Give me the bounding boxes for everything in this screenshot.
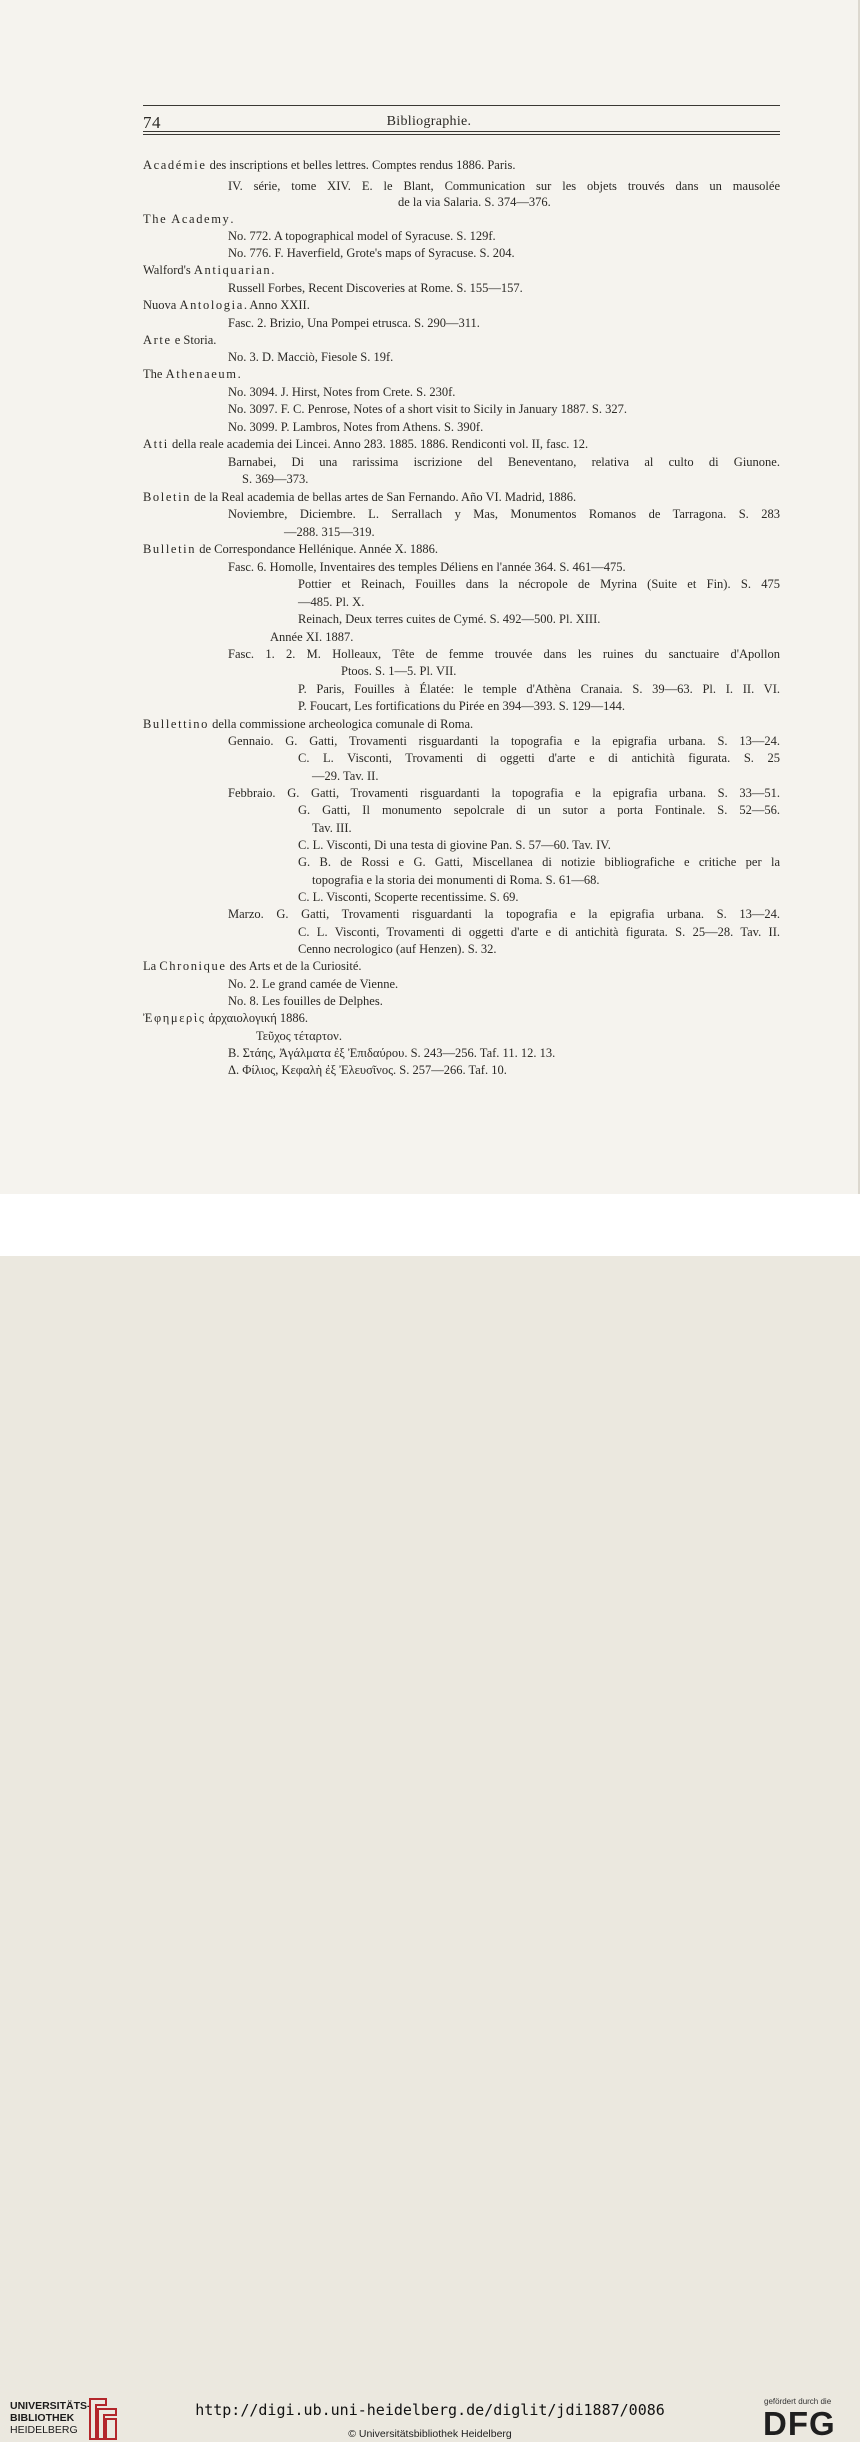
journal-details: . (230, 212, 234, 226)
bibliography-line (143, 262, 274, 278)
journal-details: des Arts et de la Curiosité. (226, 959, 362, 973)
journal-prefix: The (143, 367, 166, 381)
journal-title: Antiquarian (193, 263, 272, 277)
line-text: —29. Tav. II. (312, 769, 379, 783)
bibliography-line (143, 489, 576, 505)
line-text: G. Gatti, Il monumento sepolcrale di un sutor a porta Fontinale. S. 52—56. (298, 803, 780, 817)
dfg-logo[interactable]: DFG (763, 2405, 836, 2442)
journal-details: . (271, 263, 275, 277)
journal-title: The Academy (143, 212, 231, 226)
line-text: —288. 315—319. (284, 525, 375, 539)
journal-title: Atti (143, 437, 169, 451)
bibliography-line (298, 594, 364, 610)
bibliography-line (298, 924, 780, 940)
line-text: C. L. Visconti, Trovamenti di oggetti d'arte e di antichità figurata. S. 25 (298, 751, 780, 765)
bibliography-line (143, 211, 234, 227)
bibliography-line (143, 332, 216, 348)
bibliography-line (298, 837, 611, 853)
line-text: de la via Salaria. S. 374—376. (398, 195, 551, 209)
line-text: No. 772. A topographical model of Syracuse. S. 129f. (228, 229, 496, 243)
header-rule-bottom-double (143, 134, 780, 135)
bibliography-line (143, 366, 241, 382)
bibliography-line (228, 315, 480, 331)
journal-prefix: Walford's (143, 263, 194, 277)
bibliography-line (228, 228, 496, 244)
bibliography-line (228, 993, 383, 1009)
library-name-line2: BIBLIOTHEK (10, 2412, 75, 2424)
digitization-footer (0, 1194, 860, 2442)
bibliography-line (228, 506, 780, 522)
line-text: Année XI. 1887. (270, 630, 354, 644)
bibliography-line (228, 1045, 555, 1061)
journal-title: Bullettino (143, 717, 209, 731)
journal-details: des inscriptions et belles lettres. Comptes rendus 1886. Paris. (206, 158, 516, 172)
bibliography-line (228, 733, 780, 749)
journal-title: Arte (143, 333, 172, 347)
line-text: topografia e la storia dei monumenti di Roma. S. 61—68. (312, 873, 600, 887)
line-text: Τεῦχος τέταρτον. (256, 1029, 342, 1043)
bibliography-line (228, 976, 398, 992)
journal-title: Athenaeum (165, 367, 238, 381)
line-text: Fasc. 2. Brizio, Una Pompei etrusca. S. 290—311. (228, 316, 480, 330)
bibliography-line (228, 906, 780, 922)
bibliography-line (143, 541, 438, 557)
bibliography-line (228, 559, 626, 575)
bibliography-line (284, 524, 375, 540)
line-text: Barnabei, Di una rarissima iscrizione del Beneventano, relativa al culto di Giunone. (228, 455, 780, 469)
bibliography-line (228, 349, 393, 365)
journal-details: . Anno XXII. (243, 298, 310, 312)
bibliography-line (228, 419, 483, 435)
running-head: Bibliographie. (386, 114, 472, 129)
line-text: Noviembre, Diciembre. L. Serrallach y Mas, Monumentos Romanos de Tarragona. S. 283 (228, 507, 780, 521)
journal-title: Boletin (143, 490, 192, 504)
journal-details: della reale academia dei Lincei. Anno 283. 1885. 1886. Rendiconti vol. II, fasc. 12. (168, 437, 589, 451)
line-text: Cenno necrologico (auf Henzen). S. 32. (298, 942, 497, 956)
line-text: Δ. Φίλιος, Κεφαλὴ ἐξ Ἐλευσῖνος. S. 257—266. Taf. 10. (228, 1063, 507, 1077)
journal-prefix: La (143, 959, 160, 973)
bibliography-line (398, 194, 551, 210)
funding-note: gefördert durch die (764, 2397, 832, 2406)
journal-title: Chronique (159, 959, 227, 973)
bibliography-line (228, 401, 627, 417)
line-text: No. 3097. F. C. Penrose, Notes of a short visit to Sicily in January 1887. S. 327. (228, 402, 627, 416)
bibliography-line (228, 454, 780, 470)
journal-title: Antologia (179, 298, 244, 312)
line-text: C. L. Visconti, Di una testa di giovine Pan. S. 57—60. Tav. IV. (298, 838, 611, 852)
bibliography-line (298, 698, 625, 714)
line-text: P. Paris, Fouilles à Élatée: le temple d'Athèna Cranaia. S. 39—63. Pl. I. II. VI. (298, 682, 780, 696)
document-page (0, 0, 860, 1194)
line-text: C. L. Visconti, Trovamenti di oggetti d'arte e di antichità figurata. S. 25—28. Tav. II. (298, 925, 780, 939)
line-text: Marzo. G. Gatti, Trovamenti risguardanti la topografia e la epigrafia urbana. S. 13—24. (228, 907, 780, 921)
bibliography-line (143, 297, 310, 313)
bibliography-line (143, 436, 588, 452)
line-text: G. B. de Rossi e G. Gatti, Miscellanea di notizie bibliografiche e critiche per la (298, 855, 780, 869)
bibliography-line (256, 1028, 342, 1044)
bibliography-line (298, 750, 780, 766)
document-url[interactable]: http://digi.ub.uni-heidelberg.de/diglit/jdi1887/0086 (195, 2401, 665, 2419)
line-text: C. L. Visconti, Scoperte recentissime. S. 69. (298, 890, 519, 904)
line-text: Gennaio. G. Gatti, Trovamenti risguardanti la topografia e la epigrafia urbana. S. 13—24. (228, 734, 780, 748)
bibliography-line (143, 1010, 308, 1026)
line-text: Fasc. 1. 2. M. Holleaux, Tête de femme trouvée dans les ruines du sanctuaire d'Apollon (228, 647, 780, 661)
line-text: Ptoos. S. 1—5. Pl. VII. (341, 664, 457, 678)
bibliography-line (298, 854, 780, 870)
bibliography-line (312, 768, 378, 784)
line-text: Reinach, Deux terres cuites de Cymé. S. 492—500. Pl. XIII. (298, 612, 601, 626)
bibliography-line (312, 872, 599, 888)
bibliography-line (298, 941, 497, 957)
journal-details: e Storia. (171, 333, 217, 347)
line-text: Β. Στάης, Ἀγάλματα ἐξ Ἐπιδαύρου. S. 243—256. Taf. 11. 12. 13. (228, 1046, 556, 1060)
journal-details: ἀρχαιολογική 1886. (205, 1011, 309, 1025)
bibliography-line (228, 178, 780, 194)
line-text: Pottier et Reinach, Fouilles dans la nécropole de Myrina (Suite et Fin). S. 475 (298, 577, 780, 591)
library-name-line1: UNIVERSITÄTS- (10, 2400, 91, 2412)
library-name-line3: HEIDELBERG (10, 2424, 78, 2436)
bibliography-line (143, 958, 362, 974)
bibliography-line (341, 663, 456, 679)
line-text: No. 776. F. Haverfield, Grote's maps of Syracuse. S. 204. (228, 246, 515, 260)
copyright-notice: © Universitätsbibliothek Heidelberg (348, 2428, 512, 2440)
journal-details: . (237, 367, 241, 381)
line-text: No. 3094. J. Hirst, Notes from Crete. S. 230f. (228, 385, 456, 399)
journal-details: della commissione archeologica comunale di Roma. (209, 717, 474, 731)
line-text: Russell Forbes, Recent Discoveries at Rome. S. 155—157. (228, 281, 523, 295)
journal-details: de la Real academia de bellas artes de San Fernando. Año VI. Madrid, 1886. (191, 490, 577, 504)
bibliography-line (242, 471, 308, 487)
bibliography-line (228, 646, 780, 662)
line-text: Tav. III. (312, 821, 352, 835)
line-text: —485. Pl. X. (298, 595, 365, 609)
line-text: Febbraio. G. Gatti, Trovamenti risguardanti la topografia e la epigrafia urbana. S. 33—51. (228, 786, 780, 800)
line-text: No. 3099. P. Lambros, Notes from Athens. S. 390f. (228, 420, 484, 434)
bibliography-line (298, 889, 519, 905)
bibliography-line (228, 245, 515, 261)
header-rule-top (143, 105, 780, 106)
bibliography-line (298, 802, 780, 818)
line-text: No. 2. Le grand camée de Vienne. (228, 977, 399, 991)
journal-prefix: Nuova (143, 298, 180, 312)
journal-title: Bulletin (143, 542, 197, 556)
bibliography-line (143, 157, 515, 173)
bibliography-line (228, 785, 780, 801)
bibliography-line (298, 611, 600, 627)
header-rule-bottom (143, 131, 780, 132)
bibliography-line (228, 280, 523, 296)
line-text: P. Foucart, Les fortifications du Pirée en 394—393. S. 129—144. (298, 699, 626, 713)
line-text: No. 3. D. Macciò, Fiesole S. 19f. (228, 350, 394, 364)
line-text: S. 369—373. (242, 472, 309, 486)
journal-details: de Correspondance Hellénique. Année X. 1886. (196, 542, 439, 556)
line-text: IV. série, tome XIV. E. le Blant, Communication sur les objets trouvés dans un mausolée (228, 179, 780, 193)
bibliography-line (228, 1062, 507, 1078)
bibliography-line (298, 681, 780, 697)
bibliography-line (270, 629, 353, 645)
bibliography-line (228, 384, 455, 400)
journal-title: Ἐφημερὶς (143, 1011, 206, 1025)
bibliography-line (312, 820, 352, 836)
bibliography-line (143, 716, 473, 732)
page-number: 74 (143, 113, 161, 132)
bibliography-line (298, 576, 780, 592)
line-text: Fasc. 6. Homolle, Inventaires des temples Déliens en l'année 364. S. 461—475. (228, 560, 626, 574)
journal-title: Académie (143, 158, 207, 172)
line-text: No. 8. Les fouilles de Delphes. (228, 994, 383, 1008)
